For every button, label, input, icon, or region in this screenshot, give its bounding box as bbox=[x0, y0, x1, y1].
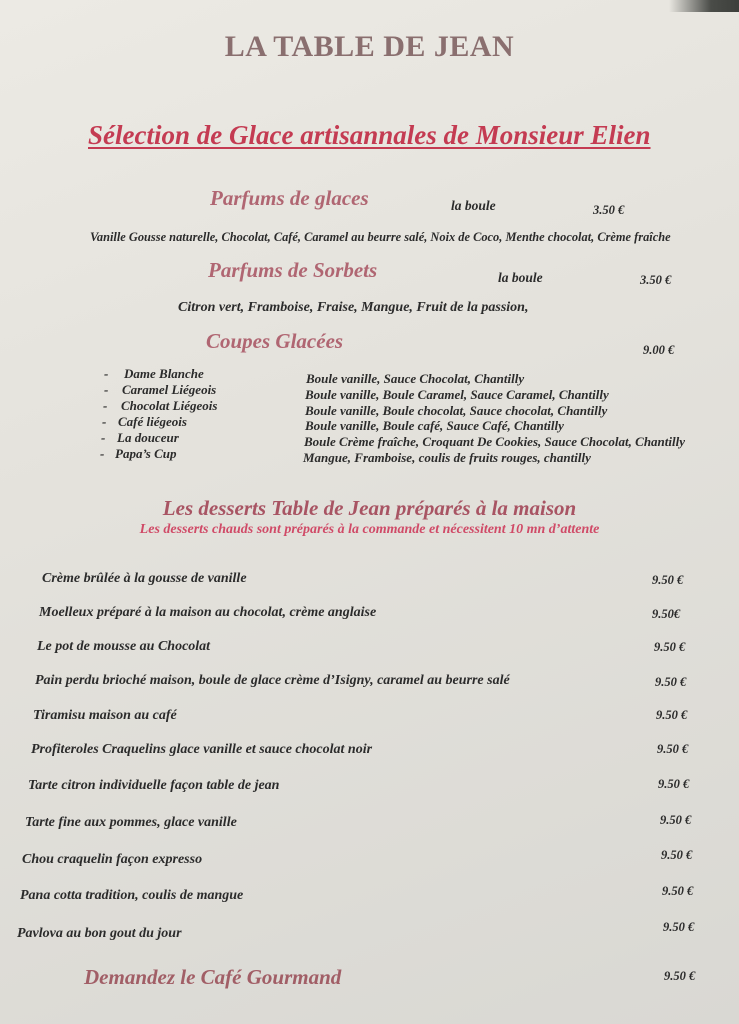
dessert-name: Pain perdu brioché maison, boule de glace crème d’Isigny, caramel au beurre salé bbox=[35, 673, 510, 688]
dessert-price: 9.50 € bbox=[655, 675, 687, 689]
sundae-name: La douceur bbox=[117, 430, 179, 445]
sundae-dash: - bbox=[100, 446, 105, 461]
dessert-price: 9.50 € bbox=[657, 742, 689, 756]
sundae-dash: - bbox=[102, 414, 107, 429]
dessert-price: 9.50 € bbox=[654, 640, 686, 654]
cafe-gourmand-label: Demandez le Café Gourmand bbox=[84, 965, 342, 989]
sorbet-flavours-price: 3.50 € bbox=[640, 273, 672, 287]
photo-corner-shadow bbox=[669, 0, 739, 12]
dessert-name: Pana cotta tradition, coulis de mangue bbox=[20, 888, 244, 903]
sundae-name: Caramel Liégeois bbox=[122, 382, 217, 397]
sundaes-price: 9.00 € bbox=[643, 343, 675, 357]
dessert-price: 9.50 € bbox=[658, 777, 690, 791]
dessert-price: 9.50€ bbox=[652, 607, 681, 621]
ice-flavours-price: 3.50 € bbox=[593, 203, 625, 217]
dessert-price: 9.50 € bbox=[660, 813, 692, 827]
dessert-name: Pavlova au bon gout du jour bbox=[17, 926, 182, 941]
dessert-price: 9.50 € bbox=[661, 848, 693, 862]
sorbet-flavours-list: Citron vert, Framboise, Fraise, Mangue, Fruit de la passion, bbox=[178, 300, 529, 315]
desserts-wait-note: Les desserts chauds sont préparés à la commande et nécessitent 10 mn d’attente bbox=[139, 522, 600, 537]
sundae-description: Boule vanille, Boule chocolat, Sauce chocolat, Chantilly bbox=[305, 403, 608, 418]
sorbet-flavours-heading: Parfums de Sorbets bbox=[208, 258, 378, 282]
sundae-name: Chocolat Liégeois bbox=[121, 398, 218, 413]
dessert-name: Chou craquelin façon expresso bbox=[22, 852, 203, 867]
dessert-name: Moelleux préparé à la maison au chocolat, crème anglaise bbox=[39, 605, 377, 620]
dessert-name: Tarte citron individuelle façon table de jean bbox=[28, 778, 280, 793]
dessert-name: Profiteroles Craquelins glace vanille et sauce chocolat noir bbox=[31, 742, 373, 757]
sundaes-heading: Coupes Glacées bbox=[206, 329, 344, 353]
sorbet-flavours-unit: la boule bbox=[498, 270, 543, 285]
restaurant-title: LA TABLE DE JEAN bbox=[224, 30, 515, 63]
dessert-name: Tiramisu maison au café bbox=[33, 708, 177, 723]
sundae-description: Boule vanille, Boule café, Sauce Café, Chantilly bbox=[305, 418, 564, 433]
dessert-price: 9.50 € bbox=[656, 708, 688, 722]
ice-flavours-list: Vanille Gousse naturelle, Chocolat, Café, Caramel au beurre salé, Noix de Coco, Menthe chocolat, Crème fraîche bbox=[90, 230, 671, 244]
desserts-heading: Les desserts Table de Jean préparés à la maison bbox=[162, 496, 577, 520]
sundae-dash: - bbox=[104, 382, 109, 397]
sundae-description: Boule Crème fraîche, Croquant De Cookies, Sauce Chocolat, Chantilly bbox=[304, 434, 685, 449]
ice-cream-section-heading: Sélection de Glace artisannales de Monsieur Elien bbox=[88, 120, 651, 150]
sundae-dash: - bbox=[103, 398, 108, 413]
dessert-price: 9.50 € bbox=[652, 573, 684, 587]
sundae-name: Dame Blanche bbox=[124, 366, 204, 381]
sundae-dash: - bbox=[104, 366, 109, 381]
dessert-name: Crème brûlée à la gousse de vanille bbox=[42, 571, 247, 586]
sundae-description: Boule vanille, Sauce Chocolat, Chantilly bbox=[306, 371, 525, 386]
sundae-description: Mangue, Framboise, coulis de fruits rouges, chantilly bbox=[303, 450, 591, 465]
cafe-gourmand-price: 9.50 € bbox=[664, 969, 696, 983]
ice-flavours-unit: la boule bbox=[451, 198, 496, 213]
dessert-price: 9.50 € bbox=[662, 884, 694, 898]
dessert-price: 9.50 € bbox=[663, 920, 695, 934]
sundae-dash: - bbox=[101, 430, 106, 445]
sundae-name: Café liégeois bbox=[118, 414, 187, 429]
dessert-name: Tarte fine aux pommes, glace vanille bbox=[25, 815, 237, 830]
dessert-name: Le pot de mousse au Chocolat bbox=[37, 639, 211, 654]
sundae-name: Papa’s Cup bbox=[115, 446, 177, 461]
ice-flavours-heading: Parfums de glaces bbox=[210, 186, 369, 210]
sundae-description: Boule vanille, Boule Caramel, Sauce Caramel, Chantilly bbox=[305, 387, 609, 402]
